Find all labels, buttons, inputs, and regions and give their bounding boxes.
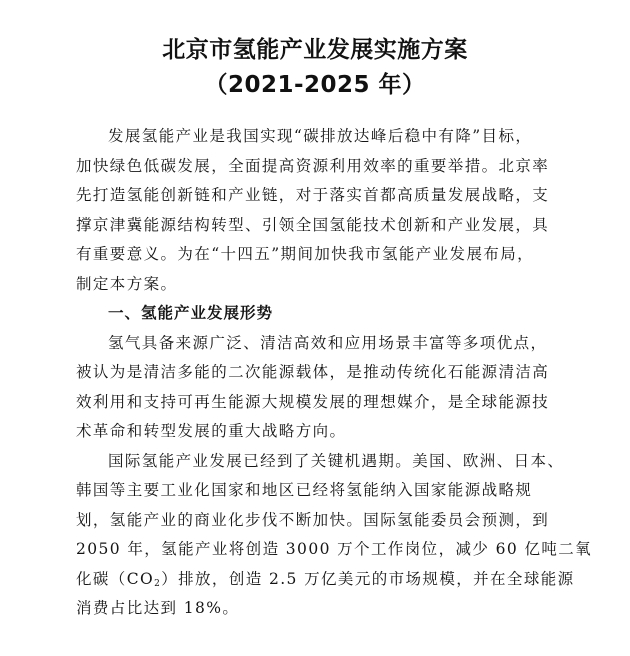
subscript-2: 2 (154, 578, 162, 589)
text-line: 消费占比达到 18%。 (76, 599, 240, 617)
text-line: 发展氢能产业是我国实现“碳排放达峰后稳中有降”目标， (108, 127, 533, 145)
text-line: 2050 年，氢能产业将创造 3000 万个工作岗位，减少 60 亿吨二氧 (76, 540, 593, 558)
paragraph-intro (76, 122, 596, 299)
text-line: 被认为是清洁多能的二次能源载体，是推动传统化石能源清洁高 (76, 363, 550, 381)
text-line: 韩国等主要工业化国家和地区已经将氢能纳入国家能源战略规 (76, 481, 533, 499)
document-body (76, 122, 596, 624)
text-line-co2 (76, 565, 596, 595)
text-line: 先打造氢能创新链和产业链，对于落实首都高质量发展战略，支 (76, 186, 550, 204)
text-line: 有重要意义。为在“十四五”期间加快我市氢能产业发展布局， (76, 245, 535, 263)
text-line: 撑京津冀能源结构转型、引领全国氢能技术创新和产业发展，具 (76, 215, 550, 234)
text-line: 术革命和转型发展的重大战略方向。 (76, 422, 347, 440)
document-title: 北京市氢能产业发展实施方案 (162, 37, 468, 63)
section-heading: 一、氢能产业发展形势 (108, 304, 274, 322)
text-line: 制定本方案。 (76, 274, 178, 293)
document-subtitle-years: （2021-2025 年） (204, 72, 426, 98)
text-line: 划，氢能产业的商业化步伐不断加快。国际氢能委员会预测，到 (76, 510, 550, 529)
paragraph-international-development (76, 447, 596, 624)
text-line: 效利用和支持可再生能源大规模发展的理想媒介，是全球能源技 (76, 392, 550, 411)
text-fragment: ）排放，创造 2.5 万亿美元的市场规模，并在全球能源 (161, 569, 575, 588)
text-fragment: 化碳（CO (76, 569, 155, 588)
text-line: 国际氢能产业发展已经到了关键机遇期。美国、欧洲、日本、 (108, 451, 565, 470)
paragraph-hydrogen-advantages (76, 329, 596, 447)
text-line: 加快绿色低碳发展，全面提高资源利用效率的重要举措。北京率 (76, 156, 550, 175)
text-line: 氢气具备来源广泛、清洁高效和应用场景丰富等多项优点， (108, 333, 548, 352)
